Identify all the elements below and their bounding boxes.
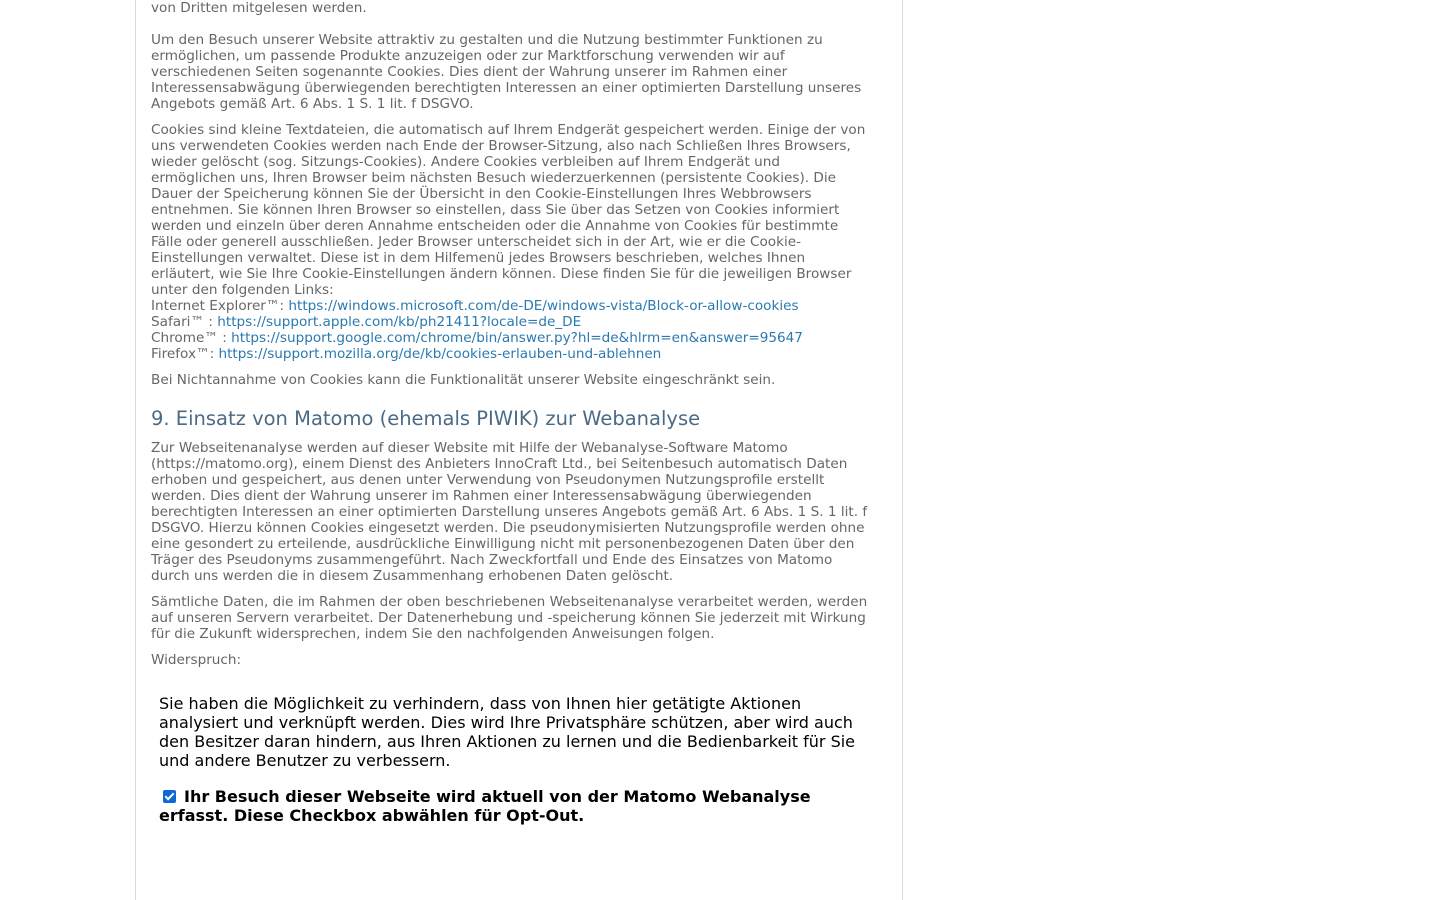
matomo-heading-block (151, 407, 891, 431)
matomo-intro-paragraph (151, 440, 891, 584)
text-line: entnehmen. Sie können Ihren Browser so einstellen, dass Sie über das Setzen von Cookies informiert (151, 202, 840, 218)
content-card (135, 0, 903, 900)
cookie-purpose-paragraph (151, 32, 891, 112)
objection-label: Widerspruch: (151, 652, 242, 668)
text-line: erhoben und gespeichert, aus denen unter Verwendung von Pseudonymen Nutzungsprofile erstellt (151, 472, 825, 488)
optout-label-line-1 (159, 787, 879, 806)
section-heading-matomo: 9. Einsatz von Matomo (ehemals PIWIK) zur Webanalyse (151, 407, 701, 430)
text-line: von Dritten mitgelesen werden. (151, 0, 367, 16)
text-line: wieder gelöscht (sog. Sitzungs-Cookies). Andere Cookies verbleiben auf Ihrem Endgerät und (151, 154, 780, 170)
matomo-intro-block (151, 440, 891, 584)
text-line: Zur Webseitenanalyse werden auf dieser Website mit Hilfe der Webanalyse-Software Matomo (151, 440, 788, 456)
text-line: werden. Dies dient der Wahrung unserer im Rahmen einer Interessensabwägung überwiegenden (151, 488, 812, 504)
text-line: DSGVO. Hierzu können Cookies eingesetzt werden. Die pseudonymisierten Nutzungsprofile werden ohne (151, 520, 865, 536)
optout-checkbox-label[interactable]: Ihr Besuch dieser Webseite wird aktuell von der Matomo Webanalyse (184, 787, 811, 806)
optout-frame (159, 694, 879, 825)
text-line: und andere Benutzer zu verbessern. (159, 751, 451, 770)
optout-checkbox[interactable] (163, 790, 176, 803)
text-line: verschiedenen Seiten sogenannte Cookies. Dies dient der Wahrung unserer im Rahmen einer (151, 64, 788, 80)
text-line: erläutert, wie Sie Ihre Cookie-Einstellungen ändern können. Diese finden Sie für die jeweiligen Browser (151, 266, 852, 282)
text-line: Interessensabwägung überwiegenden berechtigten Interessen an einer optimierten Darstellung unseres (151, 80, 862, 96)
text-line: durch uns werden die in diesem Zusammenhang erhobenen Daten gelöscht. (151, 568, 674, 584)
text-line: werden und einzeln über deren Annahme entscheiden oder die Annahme von Cookies für bestimmte (151, 218, 839, 234)
optout-checkbox-row (159, 787, 879, 825)
matomo-servers-paragraph (151, 594, 891, 642)
browser-label-chrome: Chrome™ : (151, 330, 232, 346)
link-ie-cookies[interactable]: https://windows.microsoft.com/de-DE/windows-vista/Block-or-allow-cookies (288, 298, 799, 314)
text-line: ermöglichen uns, Ihren Browser beim nächsten Besuch wiederzuerkennen (persistente Cookies). Die (151, 170, 837, 186)
cookie-definition-paragraph (151, 122, 891, 362)
browser-label-ie: Internet Explorer™: (151, 298, 289, 314)
cookie-definition-block (151, 122, 891, 362)
objection-block (151, 652, 891, 668)
link-safari-cookies[interactable]: https://support.apple.com/kb/ph21411?locale=de_DE (217, 314, 582, 330)
browser-label-safari: Safari™ : (151, 314, 218, 330)
link-firefox-cookies[interactable]: https://support.mozilla.org/de/kb/cookies-erlauben-und-ablehnen (218, 346, 662, 362)
optout-label-line-2[interactable]: erfasst. Diese Checkbox abwählen für Opt-Out. (159, 806, 585, 825)
text-line: den Besitzer daran hindern, aus Ihren Aktionen zu lernen und die Bedienbarkeit für Sie (159, 732, 856, 751)
cookie-purpose-block (151, 32, 891, 112)
text-line: auf unseren Servern verarbeitet. Der Datenerhebung und -speicherung können Sie jederzeit mit Wirkung (151, 610, 866, 626)
text-line: Sie haben die Möglichkeit zu verhindern, dass von Ihnen hier getätigte Aktionen (159, 694, 802, 713)
ssl-paragraph (151, 0, 891, 16)
browser-label-firefox: Firefox™: (151, 346, 219, 362)
text-line: Einstellungen verwaltet. Diese ist in dem Hilfemenü jedes Browsers beschrieben, welches Ihnen (151, 250, 806, 266)
matomo-servers-block (151, 594, 891, 642)
text-line: ermöglichen, um passende Produkte anzuzeigen oder zur Marktforschung verwenden wir auf (151, 48, 785, 64)
browser-link-row-firefox (151, 346, 891, 362)
browser-link-row-safari (151, 314, 891, 330)
text-line: Träger des Pseudonyms zusammengeführt. Nach Zweckfortfall und Ende des Einsatzes von Matomo (151, 552, 833, 568)
text-line: eine gesondert zu erteilende, ausdrückliche Einwilligung nicht mit personenbezogenen Daten über den (151, 536, 855, 552)
text-line: berechtigten Interessen an einer optimierten Darstellung unseres Angebots gemäß Art. 6 Abs. 1 S. 1 lit. f (151, 504, 868, 520)
text-line: Sämtliche Daten, die im Rahmen der oben beschriebenen Webseitenanalyse verarbeitet werden, werden (151, 594, 868, 610)
text-line: unter den folgenden Links: (151, 282, 334, 298)
optout-description (159, 694, 879, 770)
text-line: Dauer der Speicherung können Sie der Übersicht in den Cookie-Einstellungen Ihres Webbrowsers (151, 186, 812, 202)
ssl-paragraph-block (151, 0, 891, 16)
link-chrome-cookies[interactable]: https://support.google.com/chrome/bin/answer.py?hl=de&hlrm=en&answer=95647 (231, 330, 803, 346)
cookie-refusal-paragraph: Bei Nichtannahme von Cookies kann die Funktionalität unserer Website eingeschränkt sein. (151, 372, 776, 388)
text-line: uns verwendeten Cookies werden nach Ende der Browser-Sitzung, also nach Schließen Ihres Browsers, (151, 138, 851, 154)
text-line: für die Zukunft widersprechen, indem Sie den nachfolgenden Anweisungen folgen. (151, 626, 715, 642)
text-line: Angebots gemäß Art. 6 Abs. 1 S. 1 lit. f DSGVO. (151, 96, 474, 112)
text-line: Fälle oder generell ausschließen. Jeder Browser unterscheidet sich in der Art, wie er die Cookie- (151, 234, 802, 250)
browser-link-row-ie (151, 298, 891, 314)
text-line: (https://matomo.org), einem Dienst des Anbieters InnoCraft Ltd., bei Seitenbesuch automatisch Daten (151, 456, 848, 472)
cookie-refusal-block (151, 372, 891, 388)
text-line: Um den Besuch unserer Website attraktiv zu gestalten und die Nutzung bestimmter Funktionen zu (151, 32, 823, 48)
text-line: Cookies sind kleine Textdateien, die automatisch auf Ihrem Endgerät gespeichert werden. Einige der von (151, 122, 866, 138)
browser-link-row-chrome (151, 330, 891, 346)
text-line: analysiert und verknüpft werden. Dies wird Ihre Privatsphäre schützen, aber wird auch (159, 713, 853, 732)
